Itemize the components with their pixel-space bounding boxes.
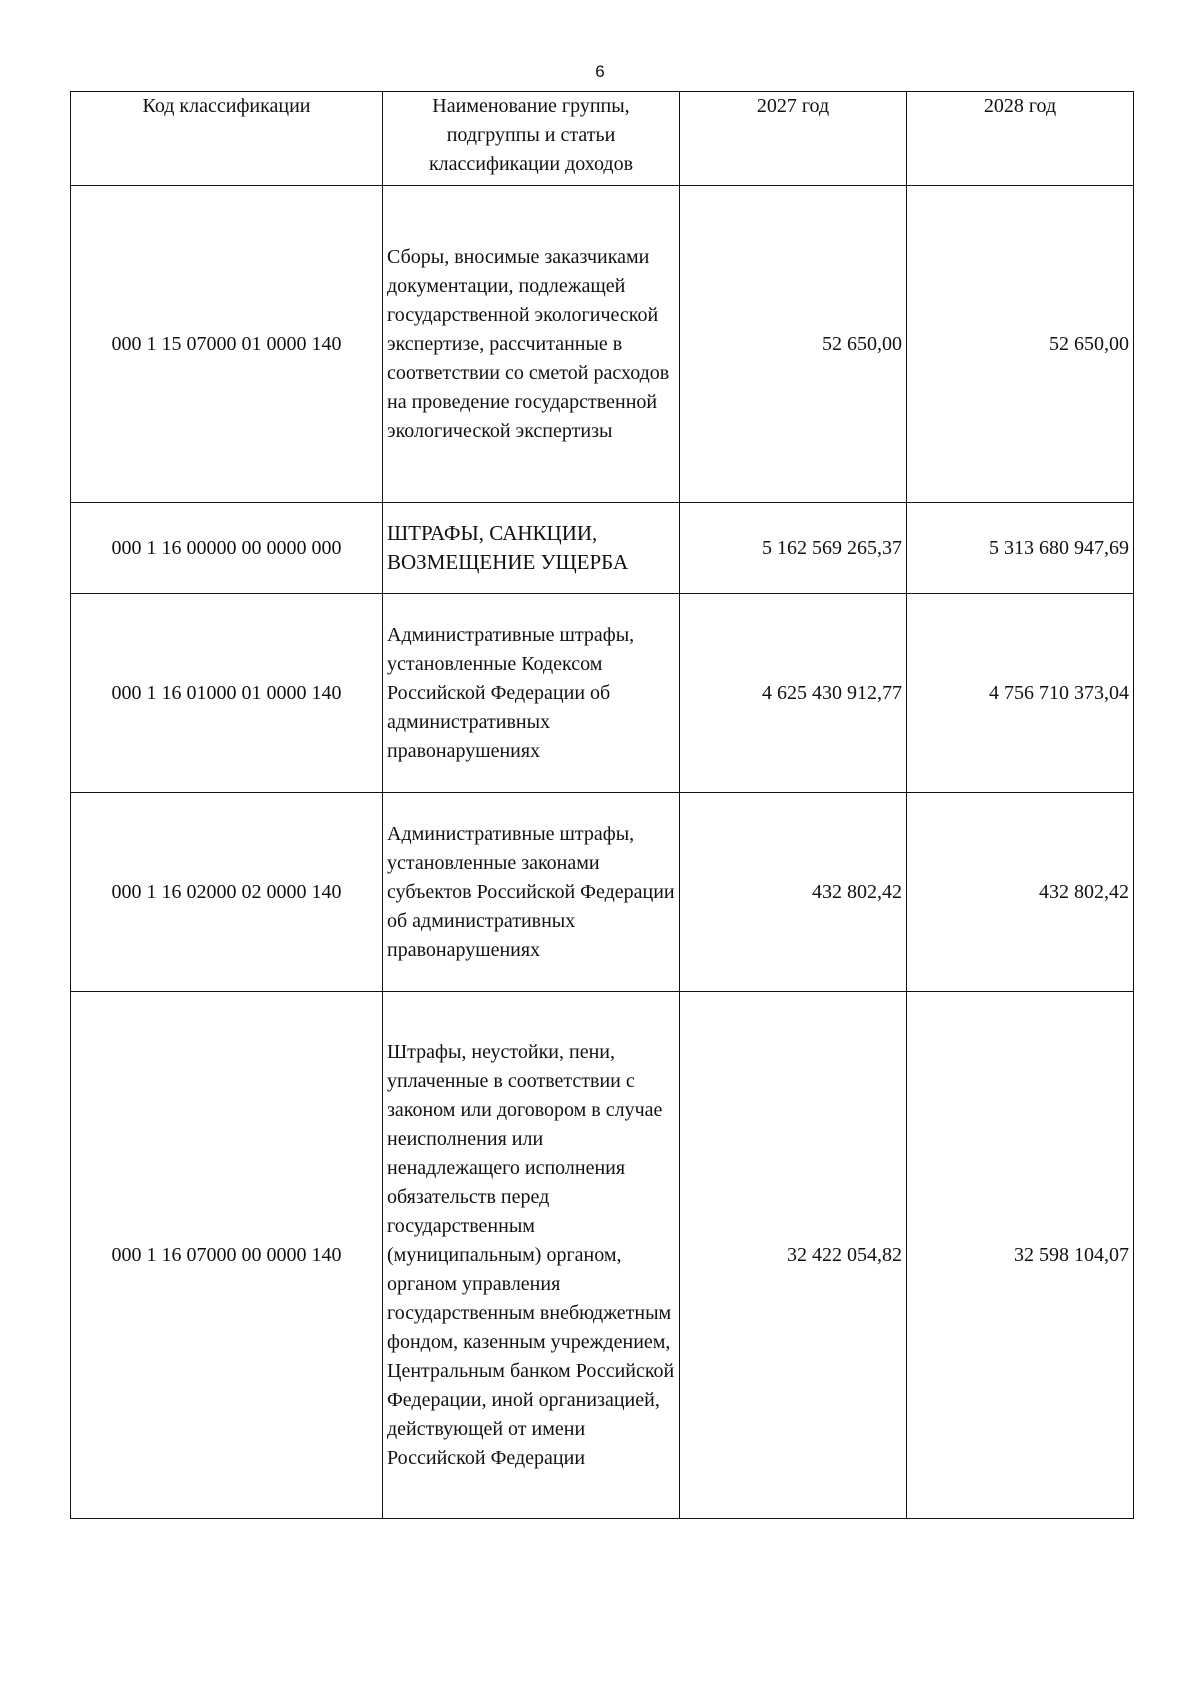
- header-name: Наименование группы, подгруппы и статьи классификации доходов: [383, 92, 680, 186]
- classification-name: Штрафы, неустойки, пени, уплаченные в соответствии с законом или договором в случае неисполнения или ненадлежащего исполнения обязательств перед государственным (муниципальным) органом, органом управления государственным внебюджетным фондом, казенным учреждением, Центральным банком Российской Федерации, иной организацией, действующей от имени Российской Федерации: [383, 992, 680, 1519]
- header-code: Код классификации: [71, 92, 383, 186]
- amount-2028: 5 313 680 947,69: [907, 503, 1134, 594]
- amount-2027: 32 422 054,82: [680, 992, 907, 1519]
- classification-name: Административные штрафы, установленные законами субъектов Российской Федерации об административных правонарушениях: [383, 793, 680, 992]
- classification-code: 000 1 16 07000 00 0000 140: [71, 992, 383, 1519]
- amount-2027: 4 625 430 912,77: [680, 594, 907, 793]
- table-row: [71, 992, 1134, 1519]
- amount-2028: 432 802,42: [907, 793, 1134, 992]
- revenue-classification-table: [70, 91, 1134, 1519]
- header-year-2027: 2027 год: [680, 92, 907, 186]
- table-row: [71, 594, 1134, 793]
- amount-2027: 5 162 569 265,37: [680, 503, 907, 594]
- classification-code: 000 1 15 07000 01 0000 140: [71, 186, 383, 503]
- classification-name: Административные штрафы, установленные Кодексом Российской Федерации об административных правонарушениях: [383, 594, 680, 793]
- page-number: 6: [595, 62, 605, 81]
- amount-2028: 32 598 104,07: [907, 992, 1134, 1519]
- table-row: [71, 793, 1134, 992]
- amount-2028: 4 756 710 373,04: [907, 594, 1134, 793]
- table-row: [71, 503, 1134, 594]
- amount-2028: 52 650,00: [907, 186, 1134, 503]
- classification-code: 000 1 16 02000 02 0000 140: [71, 793, 383, 992]
- classification-name: ШТРАФЫ, САНКЦИИ, ВОЗМЕЩЕНИЕ УЩЕРБА: [383, 503, 680, 594]
- classification-code: 000 1 16 01000 01 0000 140: [71, 594, 383, 793]
- classification-name: Сборы, вносимые заказчиками документации, подлежащей государственной экологической экспертизе, рассчитанные в соответствии со сметой расходов на проведение государственной экологической экспертизы: [383, 186, 680, 503]
- table-row: [71, 186, 1134, 503]
- amount-2027: 52 650,00: [680, 186, 907, 503]
- header-year-2028: 2028 год: [907, 92, 1134, 186]
- table-header-row: [71, 92, 1134, 186]
- amount-2027: 432 802,42: [680, 793, 907, 992]
- classification-code: 000 1 16 00000 00 0000 000: [71, 503, 383, 594]
